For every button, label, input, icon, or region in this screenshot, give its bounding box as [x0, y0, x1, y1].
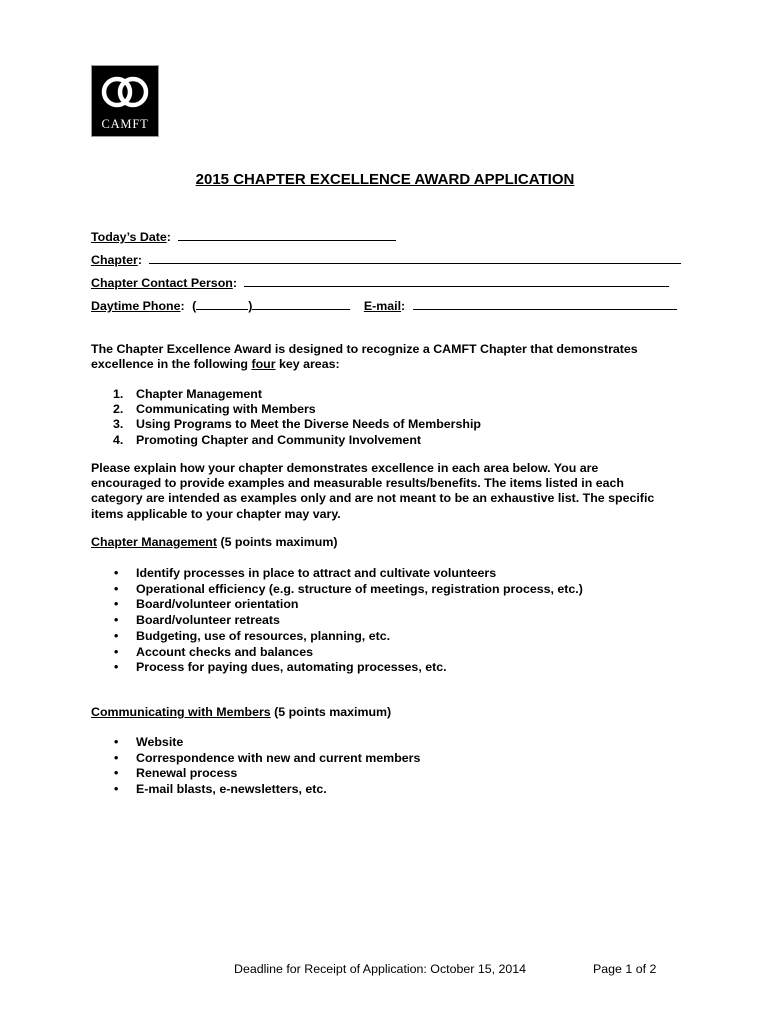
intro-paragraph [91, 342, 671, 372]
instructions-line: Please explain how your chapter demonstrates excellence in each area below. You are [91, 461, 599, 475]
chapter-field[interactable] [149, 251, 681, 264]
list-item [114, 645, 583, 661]
todays-date-row [91, 228, 396, 244]
intro-text: key areas: [275, 357, 340, 372]
list-number: 3. [113, 417, 124, 432]
section-points: (5 points maximum) [270, 705, 392, 719]
list-item-text: Website [136, 735, 184, 749]
phone-close-paren: ) [248, 299, 253, 313]
chapter-management-list [114, 566, 583, 676]
page-title: 2015 CHAPTER EXCELLENCE AWARD APPLICATION [195, 171, 575, 188]
list-item [113, 387, 481, 402]
list-item [114, 782, 420, 798]
contact-person-label: Chapter Contact Person [91, 276, 233, 290]
list-item-text: Using Programs to Meet the Diverse Needs of Membership [136, 417, 481, 432]
list-number: 4. [113, 432, 124, 447]
list-item-text: Correspondence with new and current members [136, 750, 421, 765]
instructions-line: encouraged to provide examples and measurable results/benefits. The items listed in each [91, 476, 624, 491]
list-item [113, 402, 481, 417]
chapter-row [91, 251, 681, 267]
list-item [113, 433, 481, 448]
list-item-text: Promoting Chapter and Community Involvement [136, 432, 422, 447]
list-item-text: Process for paying dues, automating processes, etc. [136, 660, 447, 675]
list-item [114, 766, 420, 782]
colon: : [180, 299, 185, 313]
list-item [114, 660, 583, 676]
bullet-icon: • [114, 566, 119, 580]
colon: : [401, 299, 406, 313]
bullet-icon: • [114, 766, 119, 781]
logo-text: CAMFT [101, 117, 149, 131]
section-title: Chapter Management [91, 535, 217, 549]
colon: : [166, 230, 171, 244]
list-item-text: Board/volunteer retreats [136, 613, 280, 628]
list-item [114, 613, 583, 629]
bullet-icon: • [114, 581, 119, 596]
bullet-icon: • [114, 660, 119, 675]
list-number: 1. [113, 387, 124, 401]
deadline-footer: Deadline for Receipt of Application: October 15, 2014 [234, 962, 527, 976]
chapter-label: Chapter [91, 253, 138, 267]
contact-person-row [91, 274, 669, 290]
list-item [114, 751, 420, 767]
list-item [113, 417, 481, 432]
interlocking-rings-icon [92, 66, 158, 136]
colon: : [232, 276, 237, 290]
list-item-text: Identify processes in place to attract and cultivate volunteers [136, 566, 497, 580]
section-heading-communicating-with-members [91, 705, 391, 719]
intro-line-2 [91, 357, 671, 372]
communicating-with-members-list [114, 735, 420, 798]
colon: : [137, 253, 142, 267]
email-field[interactable] [413, 297, 677, 310]
phone-email-row [91, 297, 677, 313]
phone-area-code-field[interactable] [196, 297, 248, 310]
list-item [114, 629, 583, 645]
list-item [114, 735, 420, 751]
list-item-text: Chapter Management [136, 387, 262, 401]
list-item-text: Communicating with Members [136, 402, 316, 417]
key-areas-list [113, 387, 481, 448]
intro-emphasis: four [251, 357, 276, 372]
instructions-paragraph [91, 461, 691, 522]
list-item-text: Operational efficiency (e.g. structure of meetings, registration process, etc.) [136, 581, 583, 596]
bullet-icon: • [114, 628, 119, 643]
list-item [114, 566, 583, 582]
daytime-phone-label: Daytime Phone [91, 299, 181, 313]
bullet-icon: • [114, 782, 119, 797]
list-item-text: Account checks and balances [136, 644, 313, 659]
list-item [114, 597, 583, 613]
contact-person-field[interactable] [244, 274, 669, 287]
bullet-icon: • [114, 644, 119, 659]
bullet-icon: • [114, 735, 119, 749]
list-number: 2. [113, 402, 124, 417]
intro-line-1: The Chapter Excellence Award is designed to recognize a CAMFT Chapter that demonstrates [91, 342, 638, 356]
list-item-text: Budgeting, use of resources, planning, etc. [136, 628, 391, 643]
list-item-text: Renewal process [136, 766, 238, 781]
todays-date-label: Today’s Date [91, 230, 167, 244]
list-item-text: Board/volunteer orientation [136, 597, 299, 612]
section-title: Communicating with Members [91, 705, 271, 719]
bullet-icon: • [114, 750, 119, 765]
bullet-icon: • [114, 613, 119, 628]
instructions-line: items applicable to your chapter may vary. [91, 506, 341, 521]
camft-logo [91, 65, 159, 137]
bullet-icon: • [114, 597, 119, 612]
todays-date-field[interactable] [178, 228, 396, 241]
phone-open-paren: ( [192, 299, 197, 313]
instructions-line: category are intended as examples only and are not meant to be an exhaustive list. The specific [91, 491, 655, 506]
section-points: (5 points maximum) [217, 535, 338, 549]
intro-text: excellence in the following [91, 357, 252, 372]
page-number: Page 1 of 2 [593, 962, 657, 976]
section-heading-chapter-management [91, 535, 337, 549]
phone-number-field[interactable] [252, 297, 350, 310]
list-item [114, 582, 583, 598]
email-label: E-mail [363, 299, 402, 313]
list-item-text: E-mail blasts, e-newsletters, etc. [136, 782, 327, 797]
